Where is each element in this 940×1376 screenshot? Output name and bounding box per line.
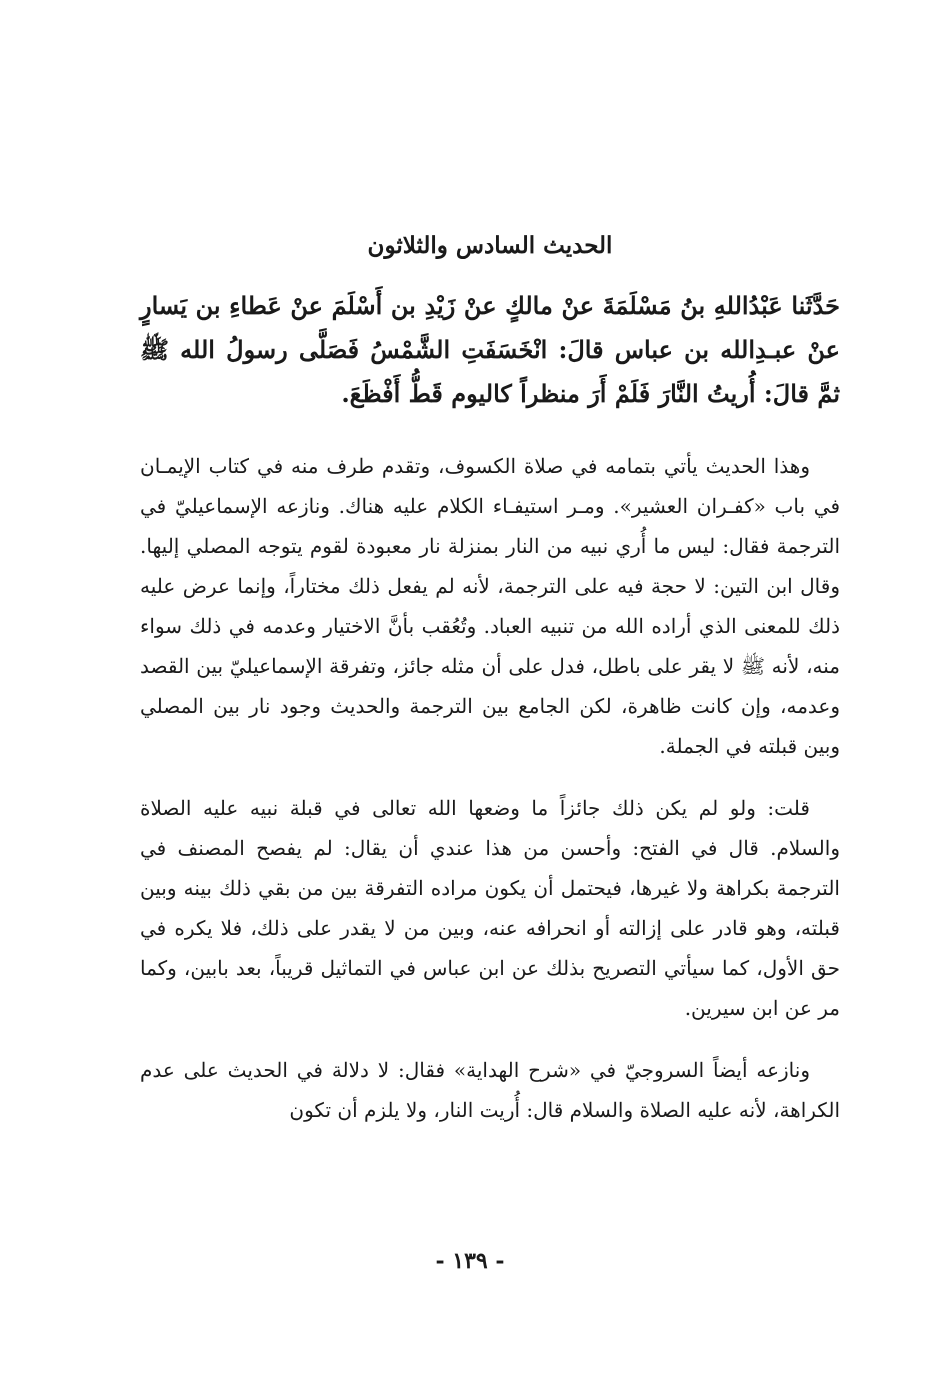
page-body	[140, 230, 840, 1152]
commentary-paragraph-1: وهذا الحديث يأتي بتمامه في صلاة الكسوف، وتقدم طرف منه في كتاب الإيمـان في باب «كفـران العشير». ومـر استيفـاء الكلام عليه هناك. ونازعه الإسماعيليّ في الترجمة فقال: ليس ما أُري نبيه من النار بمنزلة نار معبودة لقوم يتوجه المصلي إليها. وقال ابن التين: لا حجة فيه على الترجمة، لأنه لم يفعل ذلك مختاراً، وإنما عرض عليه ذلك للمعنى الذي أراده الله من تنبيه العباد. وتُعُقب بأنَّ الاختيار وعدمه في ذلك سواء منه، لأنه ﷺ لا يقر على باطل، فدل على أن مثله جائز، وتفرقة الإسماعيليّ بين القصد وعدمه، وإن كانت ظاهرة، لكن الجامع بين الترجمة والحديث وجود نار بين المصلي وبين قبلته في الجملة.	[140, 454, 840, 758]
hadith-text: حَدَّثَنا عَبْدُاللهِ بنُ مَسْلَمَةَ عنْ مالكٍ عنْ زَيْدِ بن أَسْلَمَ عنْ عَطاءِ بن يَسارٍ عنْ عبـدِالله بن عباس قالَ: انْخَسَفَتِ الشَّمْسُ فَصَلَّى رسولُ الله ﷺ ثمَّ قالَ: أُريتُ النَّارَ فَلَمْ أَرَ منظراً كاليوم قَطُّ أَفْظَعَ.	[140, 291, 840, 408]
page-number: - ١٣٩ -	[435, 1248, 505, 1274]
commentary-paragraph-2: قلت: ولو لم يكن ذلك جائزاً ما وضعها الله تعالى في قبلة نبيه عليه الصلاة والسلام. قال في الفتح: وأحسن من هذا عندي أن يقال: لم يفصح المصنف في الترجمة بكراهة ولا غيرها، فيحتمل أن يكون مراده التفرقة بين من بقي ذلك بينه وبين قبلته، وهو قادر على إزالته أو انحرافه عنه، وبين من لا يقدر على ذلك، فلا يكره في حق الأول، كما سيأتي التصريح بذلك عن ابن عباس في التماثيل قريباً، بعد بابين، وكما مر عن ابن سيرين.	[140, 796, 840, 1020]
chapter-title: الحديث السادس والثلاثون	[367, 232, 613, 259]
commentary-paragraph-3: ونازعه أيضاً السروجيّ في «شرح الهداية» فقال: لا دلالة في الحديث على عدم الكراهة، لأنه عليه الصلاة والسلام قال: أُريت النار، ولا يلزم أن تكون	[140, 1058, 840, 1122]
